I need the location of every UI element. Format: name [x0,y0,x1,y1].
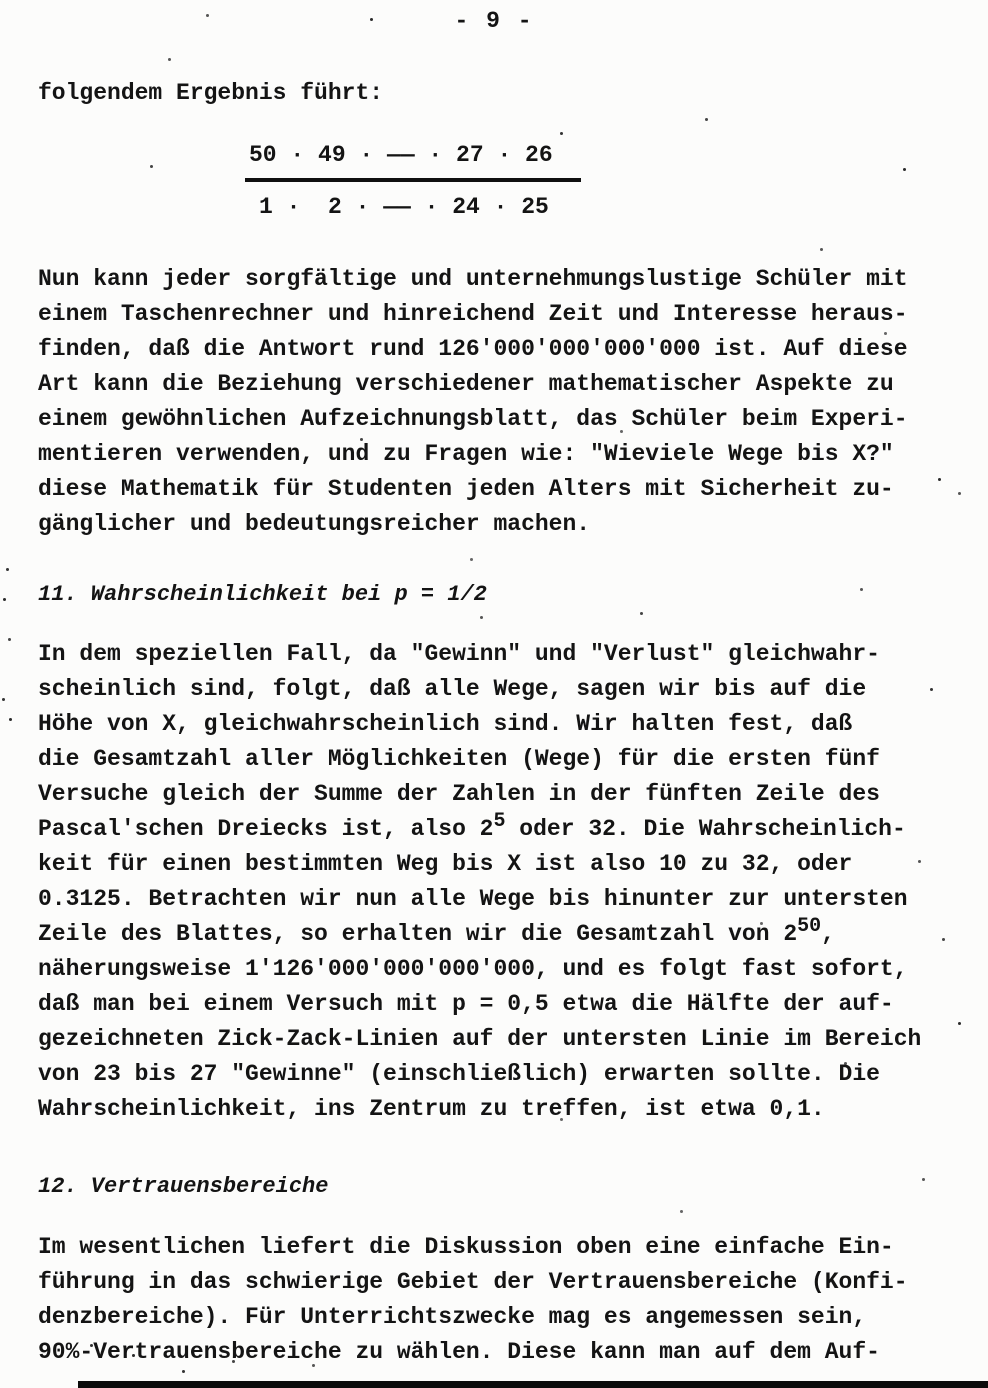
text-line: 0.3125. Betrachten wir nun alle Wege bis hinunter zur untersten [38,886,908,912]
text-line: gänglicher und bedeutungsreicher machen. [38,511,591,537]
text-line: In dem speziellen Fall, da "Gewinn" und "Verlust" gleichwahr- [38,641,880,667]
text-line: 90%-Vertrauensbereiche zu wählen. Diese kann man auf dem Auf- [38,1339,880,1365]
text-line: Nun kann jeder sorgfältige und unternehmungslustige Schüler mit [38,266,908,292]
text-line: Versuche gleich der Summe der Zahlen in der fünften Zeile des [38,781,880,807]
body-paragraph-1 [38,262,958,542]
text-line: einem Taschenrechner und hinreichend Zeit und Interesse heraus- [38,301,908,327]
text-line: Zeile des Blattes, so erhalten wir die Gesamtzahl von $2^{50}$, [38,915,835,947]
text-line: die Gesamtzahl aller Möglichkeiten (Wege) für die ersten fünf [38,746,880,772]
body-paragraph-3 [38,1230,958,1370]
text-line: einem gewöhnlichen Aufzeichnungsblatt, das Schüler beim Experi- [38,406,908,432]
text-line: Art kann die Beziehung verschiedener mathematischer Aspekte zu [38,371,894,397]
text-line: finden, daß die Antwort rund 126'000'000'000'000 ist. Auf diese [38,336,908,362]
text-line: mentieren verwenden, und zu Fragen wie: "Wieviele Wege bis X?" [38,441,894,467]
text-line: denzbereiche). Für Unterrichtszwecke mag es angemessen sein, [38,1304,867,1330]
text-line: führung in das schwierige Gebiet der Vertrauensbereiche (Konfi- [38,1269,908,1295]
fraction-formula [245,142,585,220]
text-line: Im wesentlichen liefert die Diskussion oben eine einfache Ein- [38,1234,894,1260]
text-line: näherungsweise 1'126'000'000'000'000, und es folgt fast sofort, [38,956,908,982]
text-line: gezeichneten Zick-Zack-Linien auf der untersten Linie im Bereich [38,1026,922,1052]
scan-edge-artifact [78,1381,988,1388]
intro-text: folgendem Ergebnis führt: [38,80,384,106]
text-line: Höhe von X, gleichwahrscheinlich sind. Wir halten fest, daß [38,711,853,737]
fraction-numerator: 50 · 49 · —— · 27 · 26 [249,142,553,168]
text-line: von 23 bis 27 "Gewinne" (einschließlich) erwarten sollte. Die [38,1061,880,1087]
fraction-denominator: 1 · 2 · —— · 24 · 25 [259,194,549,220]
text-line: scheinlich sind, folgt, daß alle Wege, sagen wir bis auf die [38,676,867,702]
text-line: diese Mathematik für Studenten jeden Alters mit Sicherheit zu- [38,476,894,502]
section-heading-11: 11. Wahrscheinlichkeit bei p = 1/2 [38,582,487,607]
text-line: Wahrscheinlichkeit, ins Zentrum zu treffen, ist etwa 0,1. [38,1096,825,1122]
text-line: keit für einen bestimmten Weg bis X ist also 10 zu 32, oder [38,851,853,877]
scan-noise-specks [0,0,3,3]
text-line: Pascal'schen Dreiecks ist, also $2^5$ oder 32. Die Wahrscheinlich- [38,810,906,842]
page-number: - 9 - [454,8,534,34]
section-heading-12: 12. Vertrauensbereiche [38,1174,329,1199]
text-line: daß man bei einem Versuch mit p = 0,5 etwa die Hälfte der auf- [38,991,894,1017]
body-paragraph-2 [38,637,958,1127]
